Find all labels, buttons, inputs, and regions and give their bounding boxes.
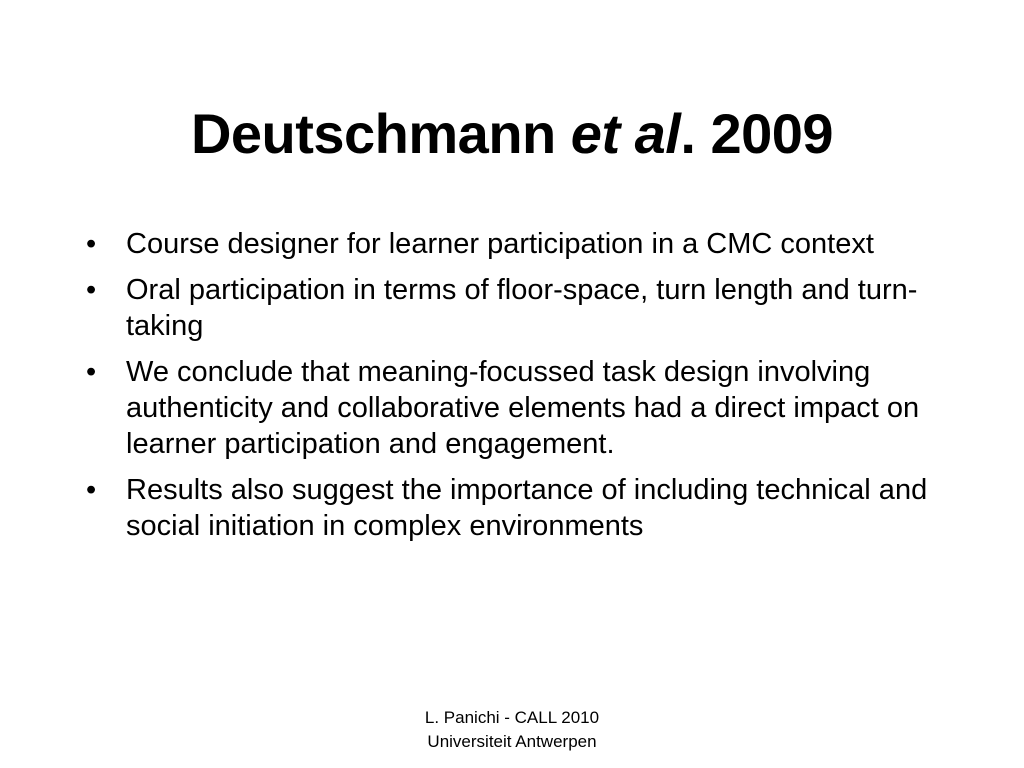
bullet-text: We conclude that meaning-focussed task design involving authenticity and collaborative elements had a direct impact on learner participation and engagement. (126, 356, 920, 460)
bullet-marker: • (86, 274, 97, 306)
bullet-marker: • (86, 474, 97, 506)
bullet-item (82, 272, 942, 344)
bullet-list (82, 226, 942, 554)
footer-line-institution: Universiteit Antwerpen (427, 732, 597, 751)
slide-footer (312, 706, 712, 754)
bullet-text: Results also suggest the importance of including technical and social initiation in complex environments (126, 474, 928, 542)
bullet-marker: • (86, 356, 97, 388)
bullet-marker: • (86, 228, 97, 260)
bullet-item (82, 354, 942, 462)
slide-title (0, 96, 1024, 172)
bullet-text: Course designer for learner participation in a CMC context (126, 228, 874, 260)
bullet-text: Oral participation in terms of floor-space, turn length and turn-taking (126, 274, 918, 342)
bullet-item (82, 226, 942, 262)
footer-line-author: L. Panichi - CALL 2010 (424, 708, 600, 727)
bullet-item (82, 472, 942, 544)
title-et-al: et al (570, 102, 681, 165)
title-author: Deutschmann (190, 102, 571, 165)
title-year: . 2009 (680, 102, 834, 165)
